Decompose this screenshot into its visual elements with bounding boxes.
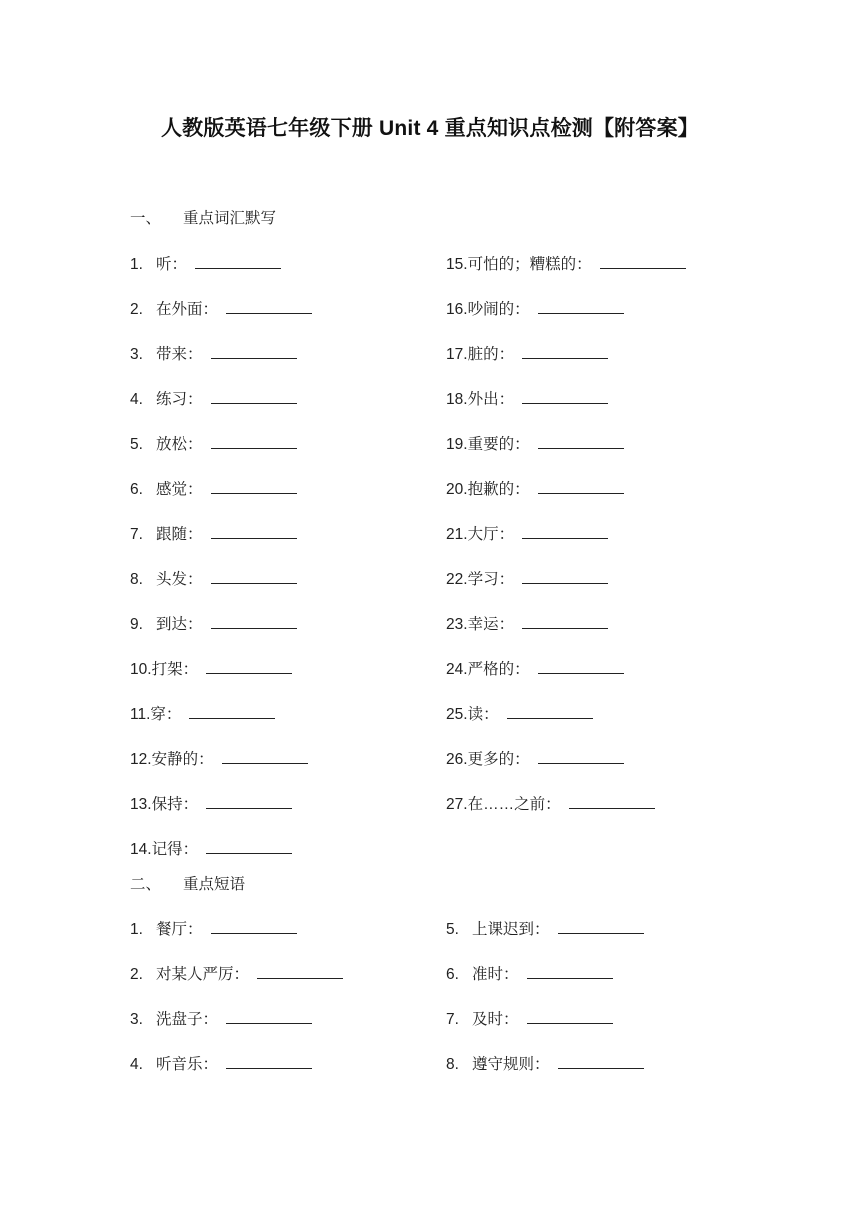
- answer-blank[interactable]: [507, 702, 593, 719]
- answer-blank[interactable]: [211, 342, 297, 359]
- list-item: 13.保持：: [130, 792, 312, 837]
- answer-blank[interactable]: [538, 747, 624, 764]
- answer-blank[interactable]: [211, 522, 297, 539]
- list-item: 25.读：: [446, 702, 686, 747]
- list-item: 1. 听：: [130, 252, 312, 297]
- list-item: 9. 到达：: [130, 612, 312, 657]
- answer-blank[interactable]: [522, 387, 608, 404]
- phrases-left-column: [130, 917, 343, 1097]
- answer-blank[interactable]: [189, 702, 275, 719]
- answer-blank[interactable]: [222, 747, 308, 764]
- list-item: 20.抱歉的：: [446, 477, 686, 522]
- list-item: 17.脏的：: [446, 342, 686, 387]
- section-heading-phrases: [130, 872, 245, 894]
- list-item: 4. 听音乐：: [130, 1052, 343, 1097]
- list-item: 5. 上课迟到：: [446, 917, 644, 962]
- answer-blank[interactable]: [522, 342, 608, 359]
- section-title: 重点词汇默写: [183, 210, 277, 227]
- list-item: 23.幸运：: [446, 612, 686, 657]
- list-item: 26.更多的：: [446, 747, 686, 792]
- list-item: 7. 跟随：: [130, 522, 312, 567]
- list-item: 11.穿：: [130, 702, 312, 747]
- list-item: 19.重要的：: [446, 432, 686, 477]
- vocab-right-column: [446, 252, 686, 837]
- answer-blank[interactable]: [522, 567, 608, 584]
- list-item: 21.大厅：: [446, 522, 686, 567]
- answer-blank[interactable]: [600, 252, 686, 269]
- answer-blank[interactable]: [206, 657, 292, 674]
- list-item: 15.可怕的；糟糕的：: [446, 252, 686, 297]
- list-item: 6. 准时：: [446, 962, 644, 1007]
- list-item: 14.记得：: [130, 837, 312, 872]
- list-item: 3. 带来：: [130, 342, 312, 387]
- answer-blank[interactable]: [226, 1052, 312, 1069]
- answer-blank[interactable]: [538, 432, 624, 449]
- answer-blank[interactable]: [226, 297, 312, 314]
- answer-blank[interactable]: [211, 917, 297, 934]
- list-item: 12.安静的：: [130, 747, 312, 792]
- list-item: 8. 头发：: [130, 567, 312, 612]
- list-item: 18.外出：: [446, 387, 686, 432]
- answer-blank[interactable]: [211, 432, 297, 449]
- answer-blank[interactable]: [569, 792, 655, 809]
- answer-blank[interactable]: [558, 917, 644, 934]
- answer-blank[interactable]: [538, 657, 624, 674]
- page-title: 人教版英语七年级下册 Unit 4 重点知识点检测【附答案】: [160, 117, 699, 140]
- list-item: 10.打架：: [130, 657, 312, 702]
- list-item: 16.吵闹的：: [446, 297, 686, 342]
- answer-blank[interactable]: [195, 252, 281, 269]
- list-item: 27.在……之前：: [446, 792, 686, 837]
- list-item: 5. 放松：: [130, 432, 312, 477]
- section-title: 重点短语: [183, 876, 246, 893]
- section-number: 二、: [130, 876, 162, 893]
- list-item: 6. 感觉：: [130, 477, 312, 522]
- list-item: 2. 对某人严厉：: [130, 962, 343, 1007]
- answer-blank[interactable]: [257, 962, 343, 979]
- answer-blank[interactable]: [206, 792, 292, 809]
- answer-blank[interactable]: [211, 612, 297, 629]
- answer-blank[interactable]: [211, 567, 297, 584]
- list-item: 4. 练习：: [130, 387, 312, 432]
- answer-blank[interactable]: [522, 612, 608, 629]
- answer-blank[interactable]: [211, 387, 297, 404]
- list-item: 2. 在外面：: [130, 297, 312, 342]
- answer-blank[interactable]: [522, 522, 608, 539]
- answer-blank[interactable]: [527, 962, 613, 979]
- answer-blank[interactable]: [538, 477, 624, 494]
- list-item: 24.严格的：: [446, 657, 686, 702]
- list-item: 3. 洗盘子：: [130, 1007, 343, 1052]
- list-item: 7. 及时：: [446, 1007, 644, 1052]
- answer-blank[interactable]: [538, 297, 624, 314]
- list-item: 22.学习：: [446, 567, 686, 612]
- list-item: 8. 遵守规则：: [446, 1052, 644, 1097]
- list-item: 1. 餐厅：: [130, 917, 343, 962]
- section-number: 一、: [130, 210, 162, 227]
- answer-blank[interactable]: [527, 1007, 613, 1024]
- answer-blank[interactable]: [211, 477, 297, 494]
- answer-blank[interactable]: [206, 837, 292, 854]
- phrases-right-column: [446, 917, 644, 1097]
- answer-blank[interactable]: [226, 1007, 312, 1024]
- section-heading-vocabulary: [130, 206, 276, 228]
- answer-blank[interactable]: [558, 1052, 644, 1069]
- vocab-left-column: [130, 252, 312, 872]
